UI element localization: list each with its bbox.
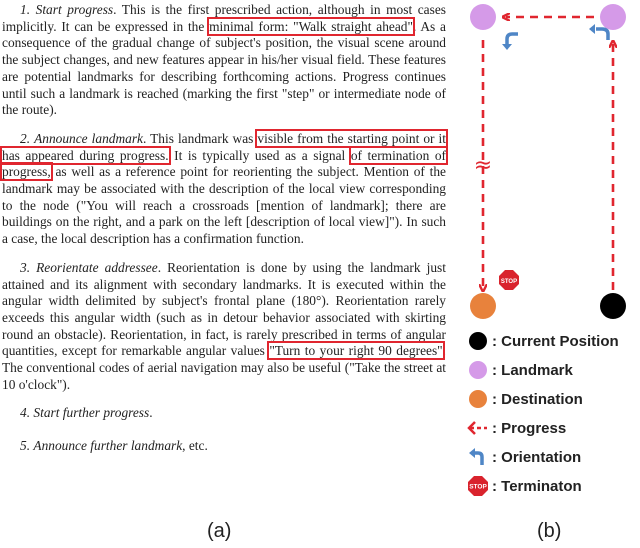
item-2-title: Announce landmark (34, 130, 143, 146)
orientation-arrow-right (596, 29, 608, 40)
approx-symbol: ≈ (473, 153, 493, 178)
highlight-turn-right-90: "Turn to your right 90 degrees" (269, 343, 443, 359)
item-5-number: 5. (20, 438, 31, 454)
legend-termination (466, 475, 582, 497)
item-1-number: 1. (20, 2, 31, 17)
legend-destination (466, 388, 583, 410)
current-position-point (600, 293, 626, 319)
item-3 (2, 260, 446, 394)
orange-circle-icon (466, 388, 490, 410)
svg-text:STOP: STOP (469, 483, 487, 491)
item-4 (2, 405, 446, 422)
panel-a-text (2, 2, 446, 467)
item-1 (2, 2, 446, 119)
item-1-title: Start progress (35, 2, 114, 17)
item-4-end: . (149, 405, 153, 421)
svg-text:STOP: STOP (500, 279, 518, 285)
item-2-text-3: as well as a reference point for reorienting the subject. Mention of the landmark may be associated with the description of the local view corresponding to the node ("You will reach a crossroads [mention of landmark]; there are buildings on the right, and a park on the left [description of local view]"). In such a case, the local description has a confirmation function. (2, 164, 446, 247)
legend-label-current-position: : Current Position (492, 332, 619, 350)
legend-label-progress: : Progress (492, 419, 567, 437)
legend-label-landmark: : Landmark (492, 361, 573, 379)
item-1-text-1: . This is the first prescribed action, although in most cases implicitly. It can be expressed in the (2, 2, 446, 34)
legend-landmark (466, 359, 573, 381)
item-5-title: Announce further landmark (33, 438, 183, 454)
item-2-text-1: . This landmark was (142, 130, 258, 146)
item-5 (2, 438, 446, 455)
red-dashed-arrow-icon (466, 417, 490, 439)
item-4-number: 4. (20, 405, 31, 421)
caption-b: (b) (537, 520, 562, 542)
legend-orientation (466, 446, 581, 468)
highlight-visible-from-start: visible from the starting point or it has appeared during progress. (2, 130, 446, 163)
caption-a: (a) (207, 520, 232, 542)
landmark-right (600, 4, 626, 30)
orientation-arrow-left (507, 34, 518, 44)
blue-turn-arrow-icon (466, 446, 490, 468)
stop-sign-icon (466, 475, 490, 497)
highlight-termination: of termination of progress, (2, 147, 447, 180)
black-circle-icon (466, 330, 490, 352)
legend-current-position (466, 330, 619, 352)
landmark-left (470, 4, 496, 30)
legend-label-termination: : Terminaton (492, 477, 582, 495)
item-2-number: 2. (20, 130, 31, 146)
item-5-end: , etc. (182, 438, 208, 454)
legend-progress (466, 417, 566, 439)
legend-label-orientation: : Orientation (492, 448, 582, 466)
legend-label-destination: : Destination (492, 390, 583, 408)
item-3-text-1: . Reorientation is done by using the landmark just attained and its alignment with secondary landmarks. It is executed within the angular width delimited by subject's frontal plane (180°). Reorientation rarely exceeds this angular width (such as in detour behavior associated with skirting round an obstacle). Reorientation, in fact, is rarely prescribed in terms of angular quantities, except for remarkable angular values (2, 259, 446, 359)
stop-sign-icon (499, 270, 519, 290)
item-3-number: 3. (20, 259, 31, 275)
item-3-text-2: . The conventional codes of aerial navigation may also be useful ("Take the street at 10 o'clock"). (2, 343, 446, 392)
item-3-title: Reorientate addressee (36, 259, 158, 275)
violet-circle-icon (466, 359, 490, 381)
highlight-walk-straight: minimal form: "Walk straight ahead" (209, 18, 413, 34)
item-4-title: Start further progress (33, 405, 150, 421)
destination-point (470, 293, 496, 319)
item-1-text-2: . As a consequence of the gradual change of subject's position, the visual scene around the subject changes, and new features appear in his/her visual field. These features are potential landmarks for describing forthcoming actions. Progress continues until such a landmark is reached (marking the first "step" or intermediate node of the route). (2, 18, 446, 118)
item-2-text-2: It is typically used as a signal (168, 147, 351, 163)
item-2 (2, 131, 446, 248)
